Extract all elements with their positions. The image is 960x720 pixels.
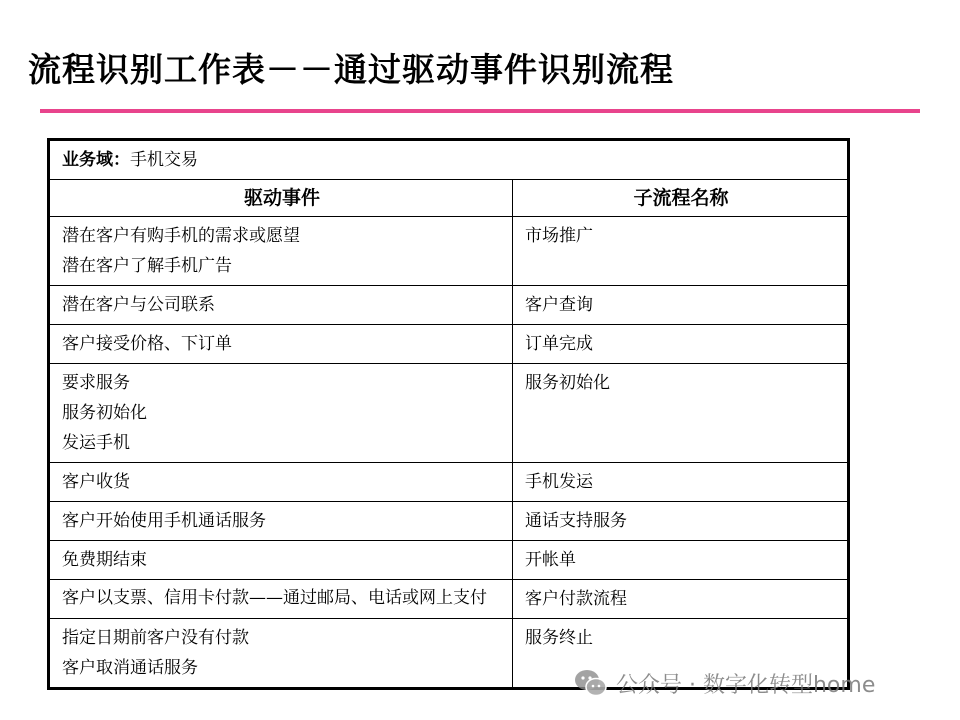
event-cell (49, 217, 513, 286)
event-cell (49, 580, 513, 619)
event-line: 客户接受价格、下订单 (62, 334, 232, 354)
subprocess-cell: 服务初始化 (513, 364, 849, 463)
subprocess-cell: 服务终止 (513, 619, 849, 689)
event-line: 免费期结束 (62, 550, 147, 570)
table-row (49, 580, 849, 619)
event-cell (49, 286, 513, 325)
event-cell (49, 463, 513, 502)
business-domain-label: 业务域： (62, 150, 130, 170)
event-line: 服务初始化 (62, 403, 147, 423)
watermark-text: 公众号 · 数字化转型home (616, 672, 876, 698)
table-row (49, 364, 849, 463)
event-cell (49, 502, 513, 541)
business-domain-row (49, 140, 849, 180)
wechat-icon (574, 668, 608, 698)
subprocess-cell: 客户查询 (513, 286, 849, 325)
subprocess-cell: 通话支持服务 (513, 502, 849, 541)
process-identification-table (47, 138, 850, 690)
event-line: 潜在客户有购手机的需求或愿望 (62, 226, 300, 246)
event-cell (49, 541, 513, 580)
header-driving-event: 驱动事件 (49, 180, 513, 217)
event-line: 要求服务 (62, 373, 130, 393)
event-line: 客户以支票、信用卡付款——通过邮局、电话或网上支付 (62, 588, 487, 608)
event-line: 客户取消通话服务 (62, 658, 198, 678)
table-header-row (49, 180, 849, 217)
business-domain-value: 手机交易 (130, 150, 198, 170)
business-domain-cell (49, 140, 849, 180)
watermark (574, 665, 875, 701)
event-line: 潜在客户了解手机广告 (62, 256, 232, 276)
event-line: 发运手机 (62, 433, 130, 453)
event-cell (49, 619, 513, 689)
header-subprocess-name: 子流程名称 (513, 180, 849, 217)
subprocess-cell: 客户付款流程 (513, 580, 849, 619)
event-line: 指定日期前客户没有付款 (62, 628, 249, 648)
subprocess-cell: 订单完成 (513, 325, 849, 364)
event-cell (49, 325, 513, 364)
table-row (49, 502, 849, 541)
event-line: 客户开始使用手机通话服务 (62, 511, 266, 531)
event-line: 潜在客户与公司联系 (62, 295, 215, 315)
subprocess-cell: 开帐单 (513, 541, 849, 580)
slide-title: 流程识别工作表－－通过驱动事件识别流程 (28, 50, 674, 89)
table-row (49, 541, 849, 580)
subprocess-cell: 手机发运 (513, 463, 849, 502)
table-row (49, 325, 849, 364)
table-row (49, 463, 849, 502)
table-row (49, 217, 849, 286)
table-row (49, 286, 849, 325)
subprocess-cell: 市场推广 (513, 217, 849, 286)
title-divider (40, 109, 920, 113)
event-line: 客户收货 (62, 472, 130, 492)
event-cell (49, 364, 513, 463)
